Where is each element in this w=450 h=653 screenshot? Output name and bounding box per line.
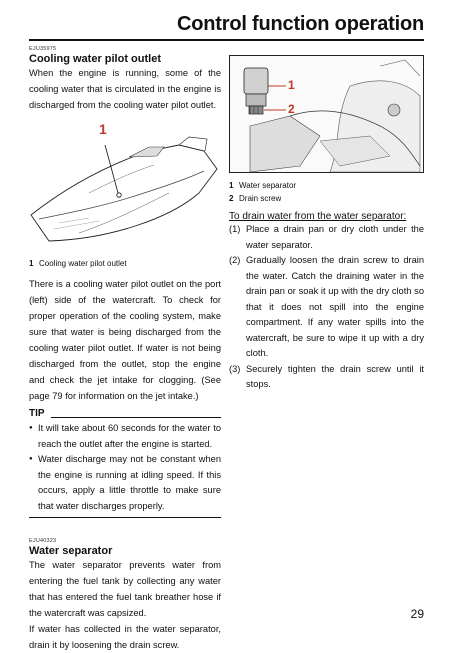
watercraft-illustration [29, 123, 221, 251]
caption-number: 2 [229, 194, 234, 203]
caption-row [229, 192, 424, 205]
step-text: Securely tighten the drain screw until it stops. [246, 363, 424, 389]
step-text: Place a drain pan or dry cloth under the water separator. [246, 224, 424, 250]
procedure-step [229, 222, 424, 253]
caption-row [229, 179, 424, 192]
step-number: (3) [229, 363, 241, 374]
header-rule [29, 39, 424, 41]
figure-captions [229, 179, 424, 205]
figure-callout-1: 1 [288, 78, 295, 92]
figure-caption [29, 257, 221, 270]
tip-item: ● Water discharge may not be constant when the engine is running at idling speed. If this occurs, apply a little throttle to make sure that water discharges properly. [29, 452, 221, 514]
section-title-cooling: Cooling water pilot outlet [29, 53, 161, 65]
section-code: EJU40323 [29, 538, 57, 544]
procedure-title: To drain water from the water separator: [229, 211, 407, 222]
cooling-intro: When the engine is running, some of the cooling water that is circulated in the engine is discharged from the cooling water pilot outlet. [29, 68, 221, 110]
left-column [29, 46, 221, 653]
section-title-water-separator: Water separator [29, 545, 113, 557]
figure-callout-1: 1 [99, 121, 107, 137]
caption-number: 1 [29, 259, 34, 268]
procedure-step [229, 362, 424, 393]
step-number: (1) [229, 224, 241, 234]
tip-end-rule [29, 517, 221, 518]
procedure-steps [229, 222, 424, 393]
step-number: (2) [229, 255, 241, 265]
separator-body-1: The water separator prevents water from entering the fuel tank by collecting any water that has entered the fuel tank breather hose if the watercraft was capsized. [29, 560, 221, 618]
engine-illustration [229, 55, 424, 173]
step-text: Gradually loosen the drain screw to drain the water. Catch the draining water in the drain pan or soak it up with the dry cloth so that it does not spill into the engine compartment. If any water spills into the watercraft, be sure to wipe it up with a dry cloth. [246, 255, 424, 358]
figure-callout-2: 2 [288, 102, 295, 116]
caption-text: Water separator [239, 181, 297, 190]
page-title: Control function operation [177, 13, 424, 35]
engine-drawing [230, 56, 423, 172]
section-code: EJU35975 [29, 46, 57, 52]
cooling-body: There is a cooling water pilot outlet on the port (left) side of the watercraft. To check for proper operation of the cooling system, make sure that water is being discharged from the cooling water pilot outlet. If water is not being discharged from the outlet, stop the engine and check the jet intake for clogging. (See page 79 for information on the jet intake.) [29, 279, 221, 401]
caption-text: Cooling water pilot outlet [39, 259, 127, 268]
tip-list [29, 421, 221, 514]
procedure-step [229, 253, 424, 362]
tip-heading: TIP [29, 408, 221, 419]
caption-number: 1 [229, 181, 234, 190]
separator-body-2: If water has collected in the water separator, drain it by loosening the drain screw. [29, 624, 221, 650]
watercraft-drawing [29, 123, 221, 251]
tip-item: ● It will take about 60 seconds for the water to reach the outlet after the engine is started. [29, 421, 221, 452]
right-column [229, 46, 424, 393]
caption-text: Drain screw [239, 194, 282, 203]
page-number: 29 [410, 607, 424, 621]
